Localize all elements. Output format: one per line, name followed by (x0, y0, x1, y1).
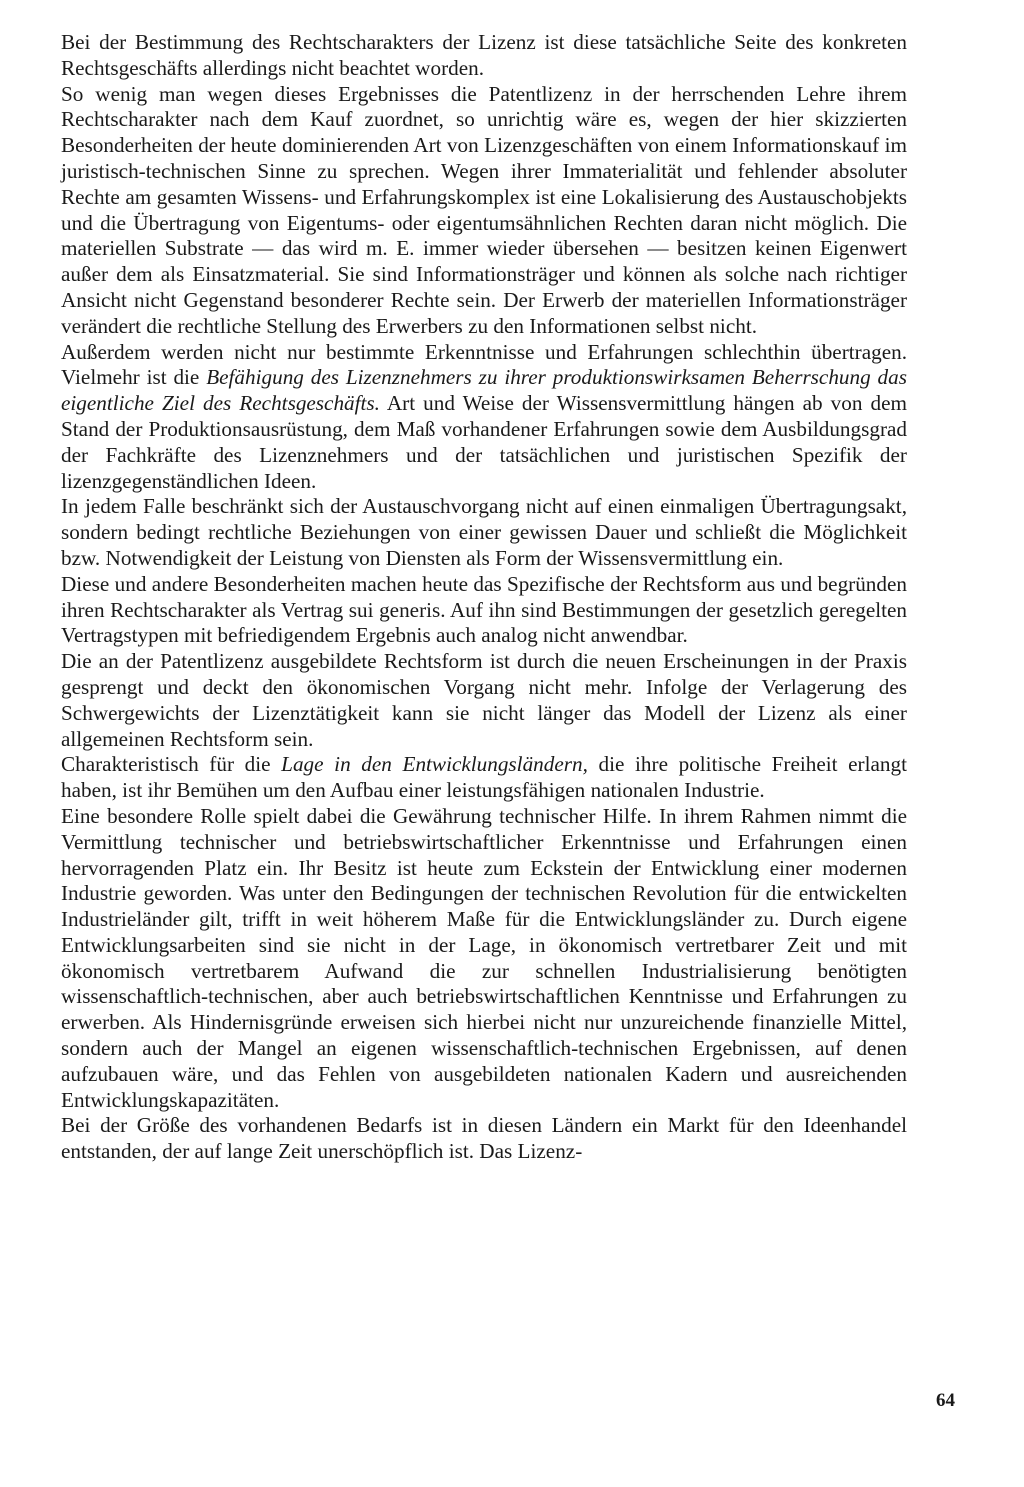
paragraph (61, 340, 907, 495)
paragraph (61, 752, 907, 804)
text-run: die ihre politische Freiheit erlangt haben, ist ihr Bemühen um den Aufbau einer leistungsfähigen nationalen Industrie. (61, 752, 907, 803)
paragraph (61, 82, 907, 340)
text-run: Charakteristisch für die (61, 752, 282, 777)
paragraph (61, 30, 907, 82)
paragraph (61, 494, 907, 571)
text-run: Die an der Patentlizenz ausgebildete Rechtsform ist durch die neuen Erscheinungen in der Praxis gesprengt und deckt den ökonomischen Vorgang nicht mehr. Infolge der Verlagerung des Schwergewichts der Lizenztätigkeit kann sie nicht länger das Modell der Lizenz als einer allgemeinen Rechtsform sein. (61, 649, 907, 751)
paragraph (61, 804, 907, 1114)
text-run: Außerdem werden nicht nur bestimmte Erkenntnisse und Erfahrungen schlechthin übertragen. Vielmehr ist die (61, 339, 907, 390)
text-run: Art und Weise der Wissensvermittlung hängen ab von dem Stand der Produktionsausrüstung, dem Maß vorhandener Erfahrungen sowie dem Ausbildungsgrad der Fachkräfte des Lizenznehmers und der tatsächlichen und juristischen Spezifik der lizenzgegenständlichen Ideen. (61, 391, 907, 493)
paragraph (61, 1113, 907, 1165)
page-number: 64 (936, 1390, 955, 1411)
italic-run: Lage in den Entwicklungsländern, (281, 752, 588, 777)
paragraph (61, 649, 907, 752)
italic-run: Befähigung des Lizenznehmers zu ihrer produktionswirksamen Beherrschung das eigentliche Ziel des Rechtsgeschäfts. (61, 365, 907, 416)
text-run: Bei der Größe des vorhandenen Bedarfs ist in diesen Ländern ein Markt für den Ideenhandel entstanden, der auf lange Zeit unerschöpflich ist. Das Lizenz- (61, 1113, 907, 1164)
text-run: In jedem Falle beschränkt sich der Austauschvorgang nicht auf einen einmaligen Übertragungsakt, sondern bedingt rechtliche Beziehungen von einer gewissen Dauer und schließt die Möglichkeit bzw. Notwendigkeit der Leistung von Diensten als Form der Wissensvermittlung ein. (61, 494, 907, 570)
text-run: So wenig man wegen dieses Ergebnisses die Patentlizenz in der herrschenden Lehre ihrem Rechtscharakter nach dem Kauf zuordnet, so unrichtig wäre es, wegen der hier skizzierten Besonderheiten der heute dominierenden Art von Lizenzgeschäften von einem Informationskauf im juristisch-technischen Sinne zu sprechen. Wegen ihrer Immaterialität und fehlender absoluter Rechte am gesamten Wissens- und Erfahrungskomplex ist eine Lokalisierung des Austauschobjekts und die Übertragung von Eigentums- oder eigentumsähnlichen Rechten daran nicht möglich. Die materiellen Substrate — das wird m. E. immer wieder übersehen — besitzen keinen Eigenwert außer dem als Einsatzmaterial. Sie sind Informationsträger und können als solche nach richtiger Ansicht nicht Gegenstand besonderer Rechte sein. Der Erwerb der materiellen Informationsträger verändert die rechtliche Stellung des Erwerbers zu den Informationen selbst nicht. (61, 81, 907, 338)
body-text (61, 30, 907, 1165)
text-run: Diese und andere Besonderheiten machen heute das Spezifische der Rechtsform aus und begründen ihren Rechtscharakter als Vertrag sui generis. Auf ihn sind Bestimmungen der gesetzlich geregelten Vertragstypen mit befriedigendem Ergebnis auch analog nicht anwendbar. (61, 571, 907, 648)
paragraph (61, 572, 907, 649)
text-run: Eine besondere Rolle spielt dabei die Gewährung technischer Hilfe. In ihrem Rahmen nimmt die Vermittlung technischer und betriebswirtschaftlicher Erkenntnisse und Erfahrungen einen hervorragenden Platz ein. Ihr Besitz ist heute zum Eckstein der Entwicklung einer modernen Industrie geworden. Was unter den Bedingungen der technischen Revolution für die entwickelten Industrieländer gilt, trifft in weit höherem Maße für die Entwicklungsländer zu. Durch eigene Entwicklungsarbeiten sind sie nicht in der Lage, in ökonomisch vertretbarer Zeit und mit ökonomisch vertretbarem Aufwand die zur schnellen Industrialisierung benötigten wissenschaftlich-technischen, aber auch betriebswirtschaftlichen Kenntnisse und Erfahrungen zu erwerben. Als Hindernisgründe erweisen sich hierbei nicht nur unzureichende finanzielle Mittel, sondern auch der Mangel an eigenen wissenschaftlich-technischen Ergebnissen, auf denen aufzubauen wäre, und das Fehlen von ausgebildeten nationalen Kadern und ausreichenden Entwicklungskapazitäten. (61, 803, 907, 1112)
text-run: Bei der Bestimmung des Rechtscharakters der Lizenz ist diese tatsächliche Seite des konkreten Rechtsgeschäfts allerdings nicht beachtet worden. (61, 30, 907, 80)
